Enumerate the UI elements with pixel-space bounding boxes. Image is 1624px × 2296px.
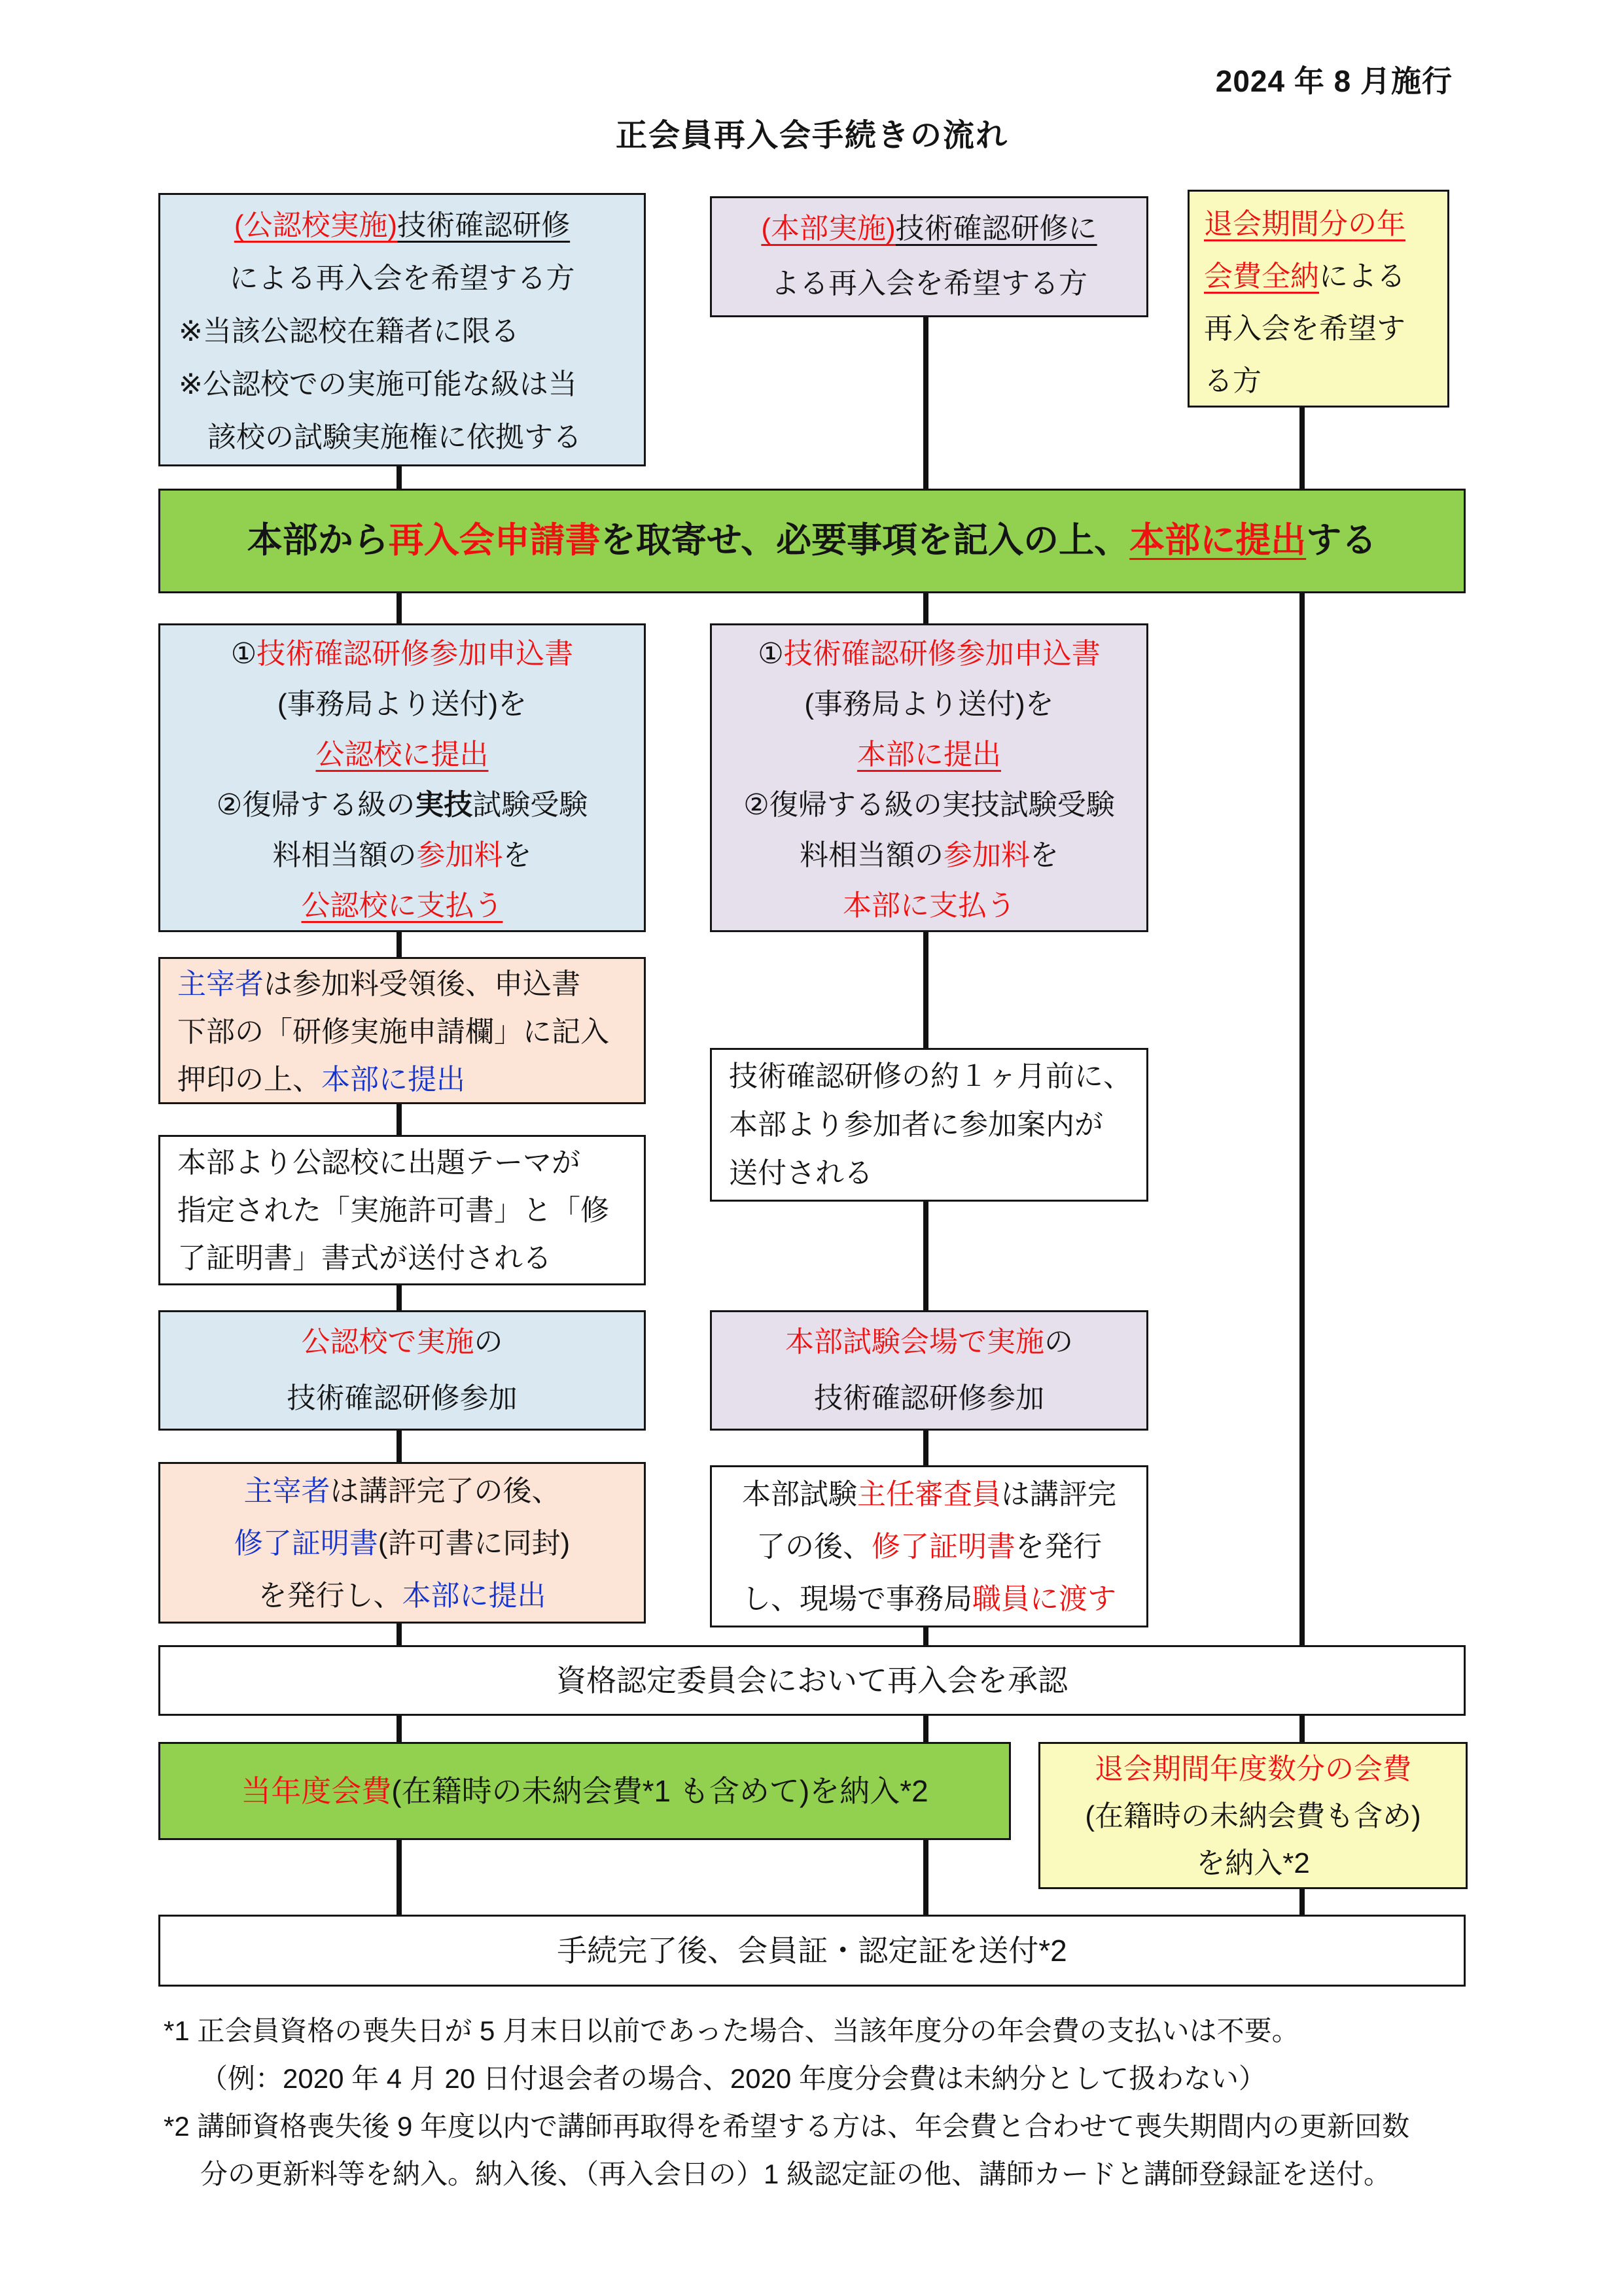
text-line bbox=[160, 411, 644, 464]
text-line bbox=[160, 960, 644, 1008]
text-segment: 技術確認研修参加申込書 bbox=[256, 638, 574, 670]
text-segment: 料相当額の bbox=[800, 839, 944, 871]
text-line bbox=[160, 880, 644, 931]
text-segment: を発行 bbox=[1015, 1531, 1102, 1563]
text-segment: 本部に提出 bbox=[857, 739, 1001, 771]
text-segment: 分の更新料等を納入。納入後、（再入会日の）1 級認定証の他、講師カードと講師登録証を送付。 bbox=[200, 2159, 1392, 2189]
node-participation-guide-sent bbox=[710, 1048, 1148, 1202]
node-completion-delivery bbox=[158, 1915, 1466, 1987]
text-segment: 技術確認研修に bbox=[895, 213, 1097, 245]
text-line bbox=[712, 629, 1146, 679]
text-segment: 技術確認研修参加 bbox=[814, 1382, 1044, 1414]
text-segment: 実技 bbox=[415, 789, 473, 821]
text-line bbox=[160, 1647, 1464, 1714]
text-segment: ※当該公認校在籍者に限る bbox=[179, 315, 520, 347]
text-line bbox=[160, 1056, 644, 1104]
text-line bbox=[160, 1008, 644, 1056]
text-segment: (在籍時の未納会費*1 も含めて)を納入*2 bbox=[391, 1774, 928, 1808]
text-segment: 退会期間分の年 bbox=[1204, 208, 1405, 240]
text-line bbox=[160, 780, 644, 830]
text-line bbox=[712, 1521, 1146, 1573]
text-line bbox=[712, 1101, 1146, 1149]
text-segment: ① bbox=[758, 638, 784, 670]
text-segment: 職員に渡す bbox=[972, 1583, 1116, 1615]
node-full-payment-route bbox=[1188, 190, 1449, 408]
node-committee-approval bbox=[158, 1645, 1466, 1716]
text-line bbox=[712, 201, 1146, 256]
text-segment: する bbox=[1306, 521, 1377, 560]
text-line bbox=[712, 729, 1146, 780]
node-host-submit-form bbox=[158, 957, 646, 1104]
text-line bbox=[160, 830, 644, 880]
node-hq-application-steps bbox=[710, 623, 1148, 932]
text-segment: 本部に支払う bbox=[843, 890, 1015, 922]
text-segment: は講評完了の後、 bbox=[330, 1475, 561, 1507]
text-segment: 修了証明書 bbox=[234, 1527, 378, 1559]
text-line bbox=[1204, 303, 1447, 355]
text-line bbox=[160, 629, 644, 679]
text-line bbox=[160, 1234, 644, 1282]
text-segment: よる再入会を希望する方 bbox=[771, 268, 1087, 300]
text-line bbox=[164, 2102, 1577, 2150]
text-line bbox=[160, 1465, 644, 1518]
text-segment: 参加料 bbox=[416, 839, 503, 871]
effective-date: 2024 年 8 月施行 bbox=[1215, 64, 1453, 98]
text-segment: 技術確認研修の約１ヶ月前に、 bbox=[729, 1060, 1132, 1092]
footnotes bbox=[164, 2007, 1577, 2198]
text-segment: は参加料受領後、申込書 bbox=[264, 968, 580, 1000]
text-segment: 下部の「研修実施申請欄」に記入 bbox=[177, 1016, 609, 1048]
text-segment: を取寄せ、必要事項を記入の上、 bbox=[600, 521, 1130, 560]
text-segment: る方 bbox=[1204, 365, 1262, 397]
text-line bbox=[160, 729, 644, 780]
page-title: 正会員再入会手続きの流れ bbox=[615, 118, 1008, 153]
node-hq-training-participation bbox=[710, 1310, 1148, 1431]
text-line bbox=[160, 252, 644, 305]
text-segment: 本部に提出 bbox=[1129, 521, 1307, 560]
text-segment: 了の後、 bbox=[756, 1531, 872, 1563]
text-line bbox=[160, 1139, 644, 1187]
text-line bbox=[160, 1370, 644, 1427]
text-line bbox=[160, 1744, 1009, 1838]
text-segment: 参加料 bbox=[944, 839, 1030, 871]
text-segment: 当年度会費 bbox=[241, 1774, 392, 1808]
node-examiner-issues-certificate bbox=[710, 1465, 1148, 1627]
text-segment: 退会期間年度数分の会費 bbox=[1095, 1753, 1411, 1785]
text-segment: による再入会を希望する方 bbox=[229, 262, 575, 294]
text-segment: による bbox=[1319, 260, 1405, 292]
text-line bbox=[712, 1370, 1146, 1427]
text-segment: 会費全納 bbox=[1204, 260, 1319, 292]
text-segment: 技術確認研修参加申込書 bbox=[783, 638, 1101, 670]
text-segment: 再入会申請書 bbox=[388, 521, 601, 560]
text-segment: を発行し、 bbox=[258, 1580, 402, 1612]
text-line bbox=[1040, 1746, 1466, 1793]
text-segment: 技術確認研修 bbox=[397, 209, 571, 241]
text-line bbox=[160, 1570, 644, 1622]
banner-application-submission bbox=[158, 489, 1466, 593]
text-line bbox=[160, 1187, 644, 1234]
text-segment: 資格認定委員会において再入会を承認 bbox=[556, 1663, 1068, 1697]
text-segment: 了証明書」書式が送付される bbox=[177, 1242, 552, 1274]
text-segment: 主宰者 bbox=[243, 1475, 330, 1507]
text-line bbox=[712, 1314, 1146, 1370]
text-segment: (在籍時の未納会費も含め) bbox=[1085, 1800, 1421, 1832]
text-line bbox=[160, 305, 644, 358]
text-segment: 修了証明書 bbox=[872, 1531, 1015, 1563]
text-segment: を bbox=[503, 839, 532, 871]
text-segment: 本部試験会場で実施 bbox=[785, 1326, 1044, 1358]
text-segment: (公認校実施) bbox=[234, 209, 398, 241]
text-segment: を納入*2 bbox=[1196, 1847, 1310, 1879]
text-segment: 技術確認研修参加 bbox=[287, 1382, 518, 1414]
text-segment: *2 講師資格喪失後 9 年度以内で講師再取得を希望する方は、年会費と合わせて喪失期間内の更新回数 bbox=[164, 2111, 1410, 2142]
text-segment: 本部に提出 bbox=[402, 1580, 546, 1612]
text-segment: 本部より参加者に参加案内が bbox=[729, 1109, 1103, 1141]
text-line bbox=[1204, 198, 1447, 251]
text-line bbox=[160, 679, 644, 729]
text-line bbox=[712, 1573, 1146, 1626]
text-segment: 公認校に支払う bbox=[301, 890, 503, 922]
node-withdrawal-period-fee bbox=[1038, 1742, 1468, 1889]
node-certified-school-route bbox=[158, 193, 646, 466]
text-line bbox=[160, 358, 644, 411]
text-segment: (本部実施) bbox=[761, 213, 896, 245]
node-host-issues-certificate bbox=[158, 1462, 646, 1624]
text-segment: 本部に提出 bbox=[321, 1064, 465, 1096]
text-line bbox=[712, 1469, 1146, 1521]
text-line bbox=[712, 256, 1146, 311]
text-segment: ②復帰する級の実技試験受験 bbox=[743, 789, 1115, 821]
text-segment: 本部試験 bbox=[742, 1478, 857, 1510]
node-permit-forms-sent bbox=[158, 1135, 646, 1285]
text-segment: (許可書に同封) bbox=[378, 1527, 571, 1559]
text-line bbox=[712, 780, 1146, 830]
text-segment: (事務局より送付)を bbox=[277, 688, 527, 720]
text-segment: 試験受験 bbox=[472, 789, 588, 821]
text-segment: 該校の試験実施権に依拠する bbox=[207, 421, 582, 453]
text-segment: 押印の上、 bbox=[177, 1064, 321, 1096]
text-segment: 主任審査員 bbox=[857, 1478, 1001, 1510]
text-segment: ※公認校での実施可能な級は当 bbox=[179, 368, 577, 400]
text-line bbox=[712, 830, 1146, 880]
text-segment: の bbox=[474, 1326, 503, 1358]
text-line bbox=[1040, 1793, 1466, 1840]
text-segment: 主宰者 bbox=[177, 968, 264, 1000]
text-line bbox=[712, 679, 1146, 729]
text-line bbox=[712, 880, 1146, 931]
node-school-application-steps bbox=[158, 623, 646, 932]
text-segment: 公認校に提出 bbox=[315, 739, 489, 771]
text-segment: 送付される bbox=[729, 1157, 873, 1189]
text-segment: 手続完了後、会員証・認定証を送付*2 bbox=[557, 1934, 1067, 1968]
text-line bbox=[712, 1052, 1146, 1101]
text-segment: ②復帰する級の bbox=[216, 789, 415, 821]
text-segment: (事務局より送付)を bbox=[804, 688, 1054, 720]
text-line bbox=[160, 491, 1464, 590]
text-segment: は講評完 bbox=[1001, 1478, 1116, 1510]
text-segment: を bbox=[1030, 839, 1059, 871]
text-segment: （例：2020 年 4 月 20 日付退会者の場合、2020 年度分会費は未納分として扱わない） bbox=[200, 2063, 1266, 2094]
text-line bbox=[1204, 355, 1447, 408]
node-school-training-participation bbox=[158, 1310, 646, 1431]
text-line bbox=[160, 199, 644, 252]
text-line bbox=[164, 2055, 1577, 2102]
text-segment: 料相当額の bbox=[272, 839, 417, 871]
text-line bbox=[164, 2007, 1577, 2055]
node-current-year-fee bbox=[158, 1742, 1011, 1840]
text-line bbox=[160, 1518, 644, 1570]
text-segment: *1 正会員資格の喪失日が 5 月末日以前であった場合、当該年度分の年会費の支払いは不要。 bbox=[164, 2015, 1299, 2046]
text-segment: の bbox=[1044, 1326, 1073, 1358]
text-line bbox=[1204, 251, 1447, 303]
text-line bbox=[160, 1314, 644, 1370]
text-line bbox=[164, 2150, 1577, 2198]
text-segment: し、現場で事務局 bbox=[742, 1583, 972, 1615]
text-segment: ① bbox=[230, 638, 257, 670]
text-line bbox=[1040, 1840, 1466, 1887]
text-segment: 本部から bbox=[247, 521, 389, 560]
text-line bbox=[160, 1917, 1464, 1985]
text-segment: 再入会を希望す bbox=[1204, 313, 1405, 345]
text-segment: 公認校で実施 bbox=[301, 1326, 474, 1358]
text-segment: 本部より公認校に出題テーマが bbox=[177, 1147, 580, 1179]
text-line bbox=[712, 1149, 1146, 1198]
text-segment: 指定された「実施許可書」と「修 bbox=[177, 1194, 609, 1226]
node-headquarters-route bbox=[710, 196, 1148, 317]
